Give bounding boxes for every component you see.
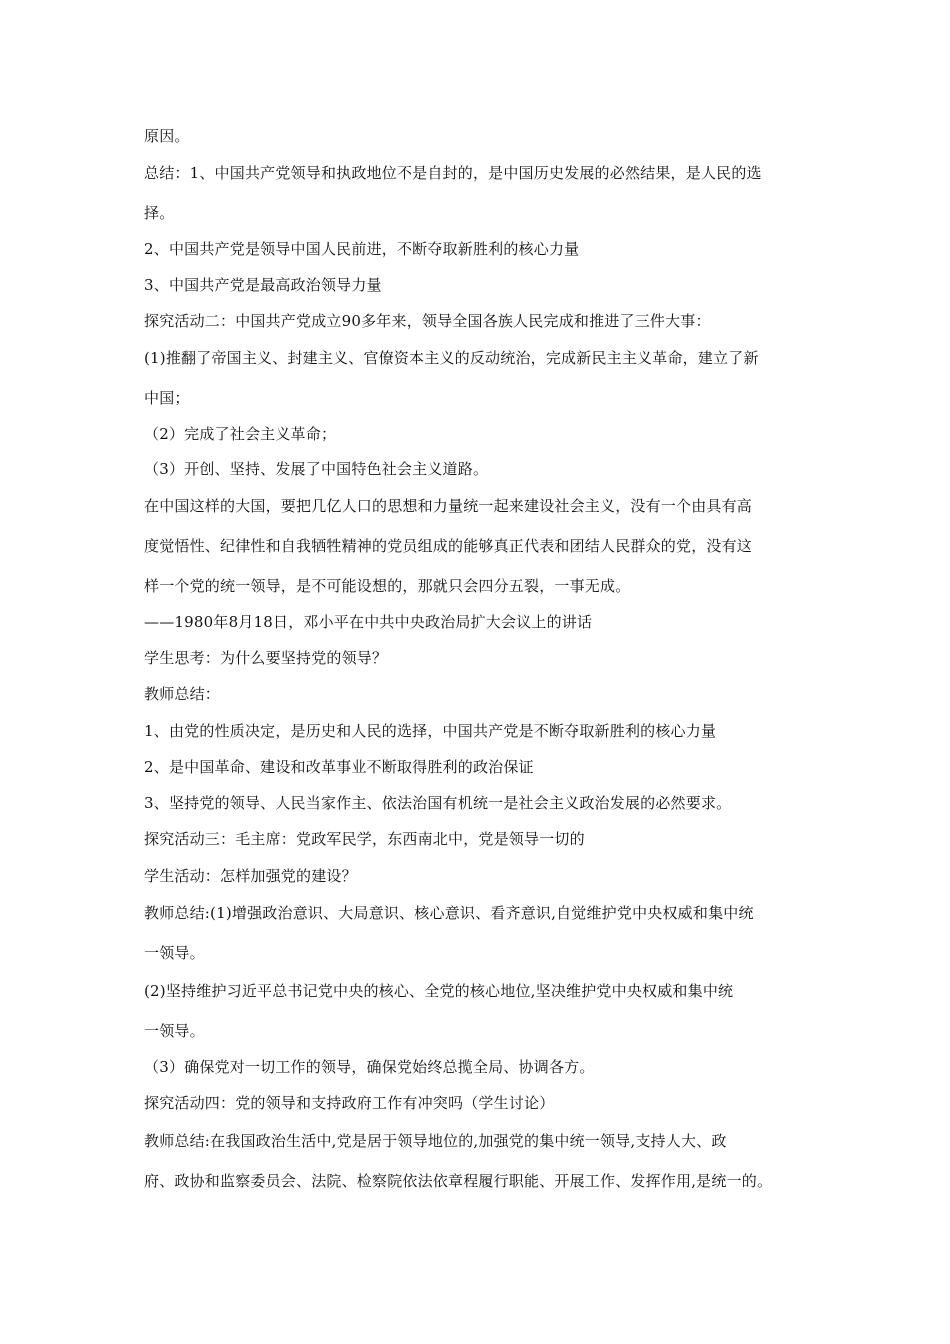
text-line: 在中国这样的大国，要把几亿人口的思想和力量统一起来建设社会主义，没有一个由具有高 bbox=[144, 497, 753, 515]
text-line: 择。 bbox=[144, 204, 175, 222]
text-line: 中国； bbox=[144, 389, 190, 407]
text-line: 度觉悟性、纪律性和自我牺牲精神的党员组成的能够真正代表和团结人民群众的党，没有这 bbox=[144, 537, 753, 555]
text-line: 学生活动：怎样加强党的建设？ bbox=[144, 867, 357, 885]
text-line: 1、由党的性质决定，是历史和人民的选择，中国共产党是不断夺取新胜利的核心力量 bbox=[144, 722, 717, 740]
text-line: 探究活动二：中国共产党成立90多年来，领导全国各族人民完成和推进了三件大事： bbox=[144, 312, 711, 330]
text-line: （3）开创、坚持、发展了中国特色社会主义道路。 bbox=[144, 460, 489, 478]
text-line: 教师总结:(1)增强政治意识、大局意识、核心意识、看齐意识,自觉维护党中央权威和集中统 bbox=[144, 904, 754, 922]
text-line: 3、坚持党的领导、人民当家作主、依法治国有机统一是社会主义政治发展的必然要求。 bbox=[144, 794, 732, 812]
text-line: 原因。 bbox=[144, 127, 190, 145]
text-line: （3）确保党对一切工作的领导，确保党始终总揽全局、协调各方。 bbox=[144, 1058, 595, 1076]
text-line: (2)坚持维护习近平总书记党中央的核心、全党的核心地位,坚决维护党中央权威和集中统 bbox=[144, 982, 734, 1000]
text-line: 3、中国共产党是最高政治领导力量 bbox=[144, 276, 382, 294]
text-line: 探究活动四：党的领导和支持政府工作有冲突吗（学生讨论） bbox=[144, 1094, 555, 1112]
text-line: （2）完成了社会主义革命； bbox=[144, 425, 337, 443]
text-line: 样一个党的统一领导，是不可能设想的，那就只会四分五裂，一事无成。 bbox=[144, 577, 631, 595]
text-line: 一领导。 bbox=[144, 944, 205, 962]
text-line: 一领导。 bbox=[144, 1022, 205, 1040]
text-line: 教师总结:在我国政治生活中,党是居于领导地位的,加强党的集中统一领导,支持人大、政 bbox=[144, 1132, 727, 1150]
text-line: 2、中国共产党是领导中国人民前进，不断夺取新胜利的核心力量 bbox=[144, 240, 580, 258]
text-line: 府、政协和监察委员会、法院、检察院依法依章程履行职能、开展工作、发挥作用,是统一的。 bbox=[144, 1172, 773, 1190]
text-line: ——1980年8月18日，邓小平在中共中央政治局扩大会议上的讲话 bbox=[144, 613, 593, 631]
text-line: (1)推翻了帝国主义、封建主义、官僚资本主义的反动统治，完成新民主主义革命，建立了新 bbox=[144, 349, 759, 367]
text-line: 学生思考：为什么要坚持党的领导？ bbox=[144, 649, 388, 667]
text-line: 2、是中国革命、建设和改革事业不断取得胜利的政治保证 bbox=[144, 758, 534, 776]
text-line: 教师总结： bbox=[144, 685, 221, 703]
text-line: 总结：1、中国共产党领导和执政地位不是自封的，是中国历史发展的必然结果，是人民的选 bbox=[144, 164, 762, 182]
text-line: 探究活动三：毛主席：党政军民学，东西南北中，党是领导一切的 bbox=[144, 830, 585, 848]
